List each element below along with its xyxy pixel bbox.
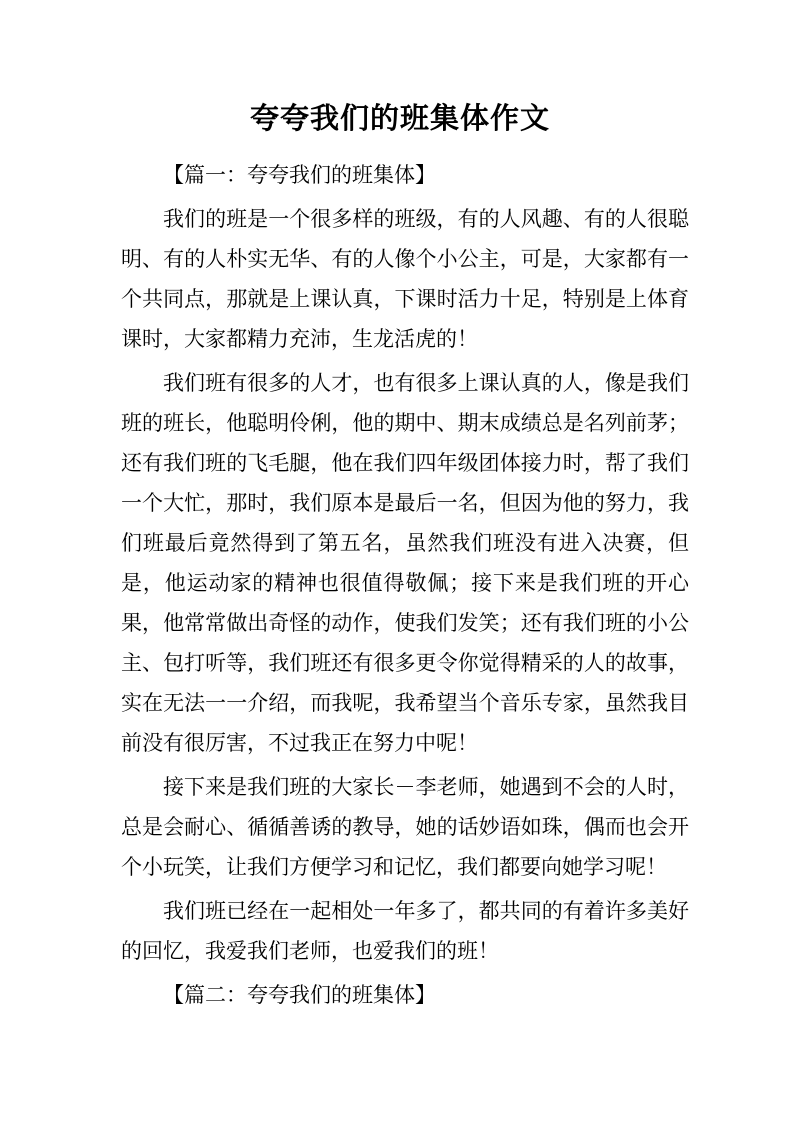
section-heading-1: 【篇一：夸夸我们的班集体】 bbox=[163, 163, 436, 187]
document-body bbox=[121, 155, 689, 1019]
paragraph-4: 我们班已经在一起相处一年多了，都共同的有着许多美好的回忆，我爱我们老师，也爱我们的班！ bbox=[121, 899, 689, 963]
paragraph-3: 接下来是我们班的大家长－李老师，她遇到不会的人时，总是会耐心、循循善诱的教导，她的话妙语如珠，偶而也会开个小玩笑，让我们方便学习和记忆，我们都要向她学习呢！ bbox=[121, 775, 689, 879]
document-title: 夸夸我们的班集体作文 bbox=[249, 101, 550, 135]
section-heading-2: 【篇二：夸夸我们的班集体】 bbox=[163, 983, 436, 1007]
paragraph-1: 我们的班是一个很多样的班级，有的人风趣、有的人很聪明、有的人朴实无华、有的人像个小公主，可是，大家都有一个共同点，那就是上课认真，下课时活力十足，特别是上体育课时，大家都精力充沛，生龙活虎的！ bbox=[121, 207, 689, 351]
paragraph-2: 我们班有很多的人才，也有很多上课认真的人，像是我们班的班长，他聪明伶俐，他的期中、期末成绩总是名列前茅；还有我们班的飞毛腿，他在我们四年级团体接力时，帮了我们一个大忙，那时，我们原本是最后一名，但因为他的努力，我们班最后竟然得到了第五名，虽然我们班没有进入决赛，但是，他运动家的精神也很值得敬佩；接下来是我们班的开心果，他常常做出奇怪的动作，使我们发笑；还有我们班的小公主、包打听等，我们班还有很多更令你觉得精采的人的故事，实在无法一一介绍，而我呢，我希望当个音乐专家，虽然我目前没有很厉害，不过我正在努力中呢！ bbox=[121, 371, 689, 755]
